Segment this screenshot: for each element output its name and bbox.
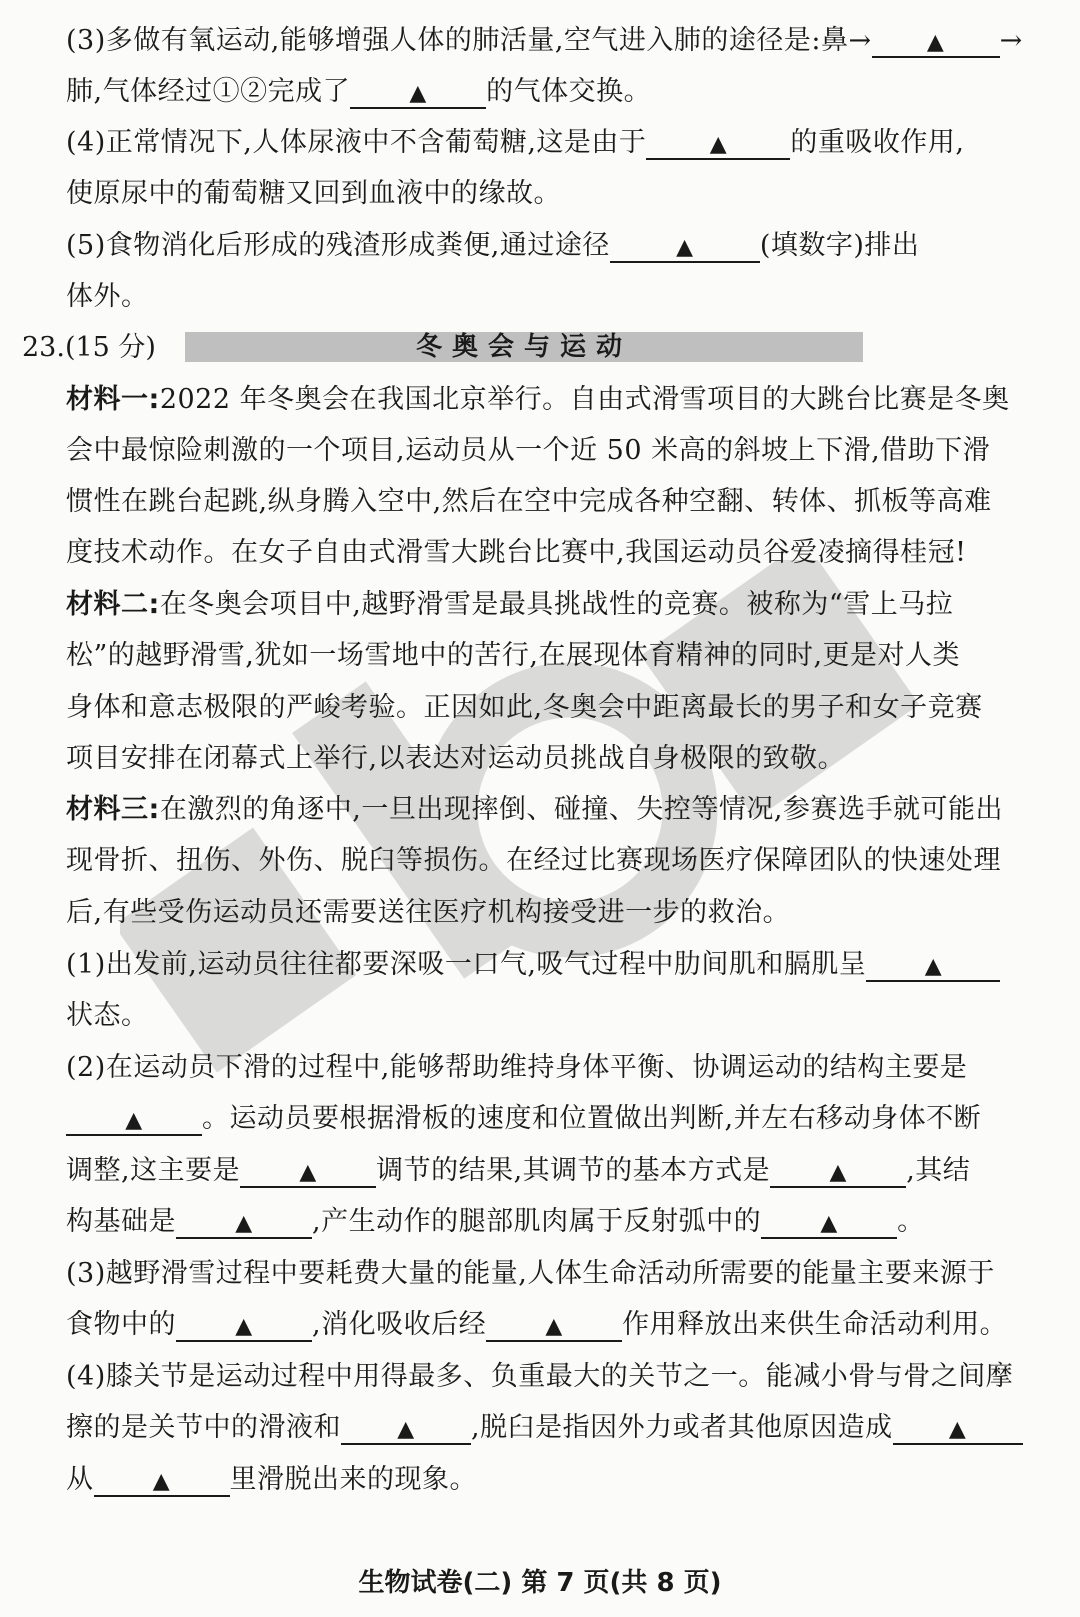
q22-item5-line1: (5)食物消化后形成的残渣形成粪便,通过途径 ▲ (填数字)排出 (66, 230, 920, 261)
material-2-label: 材料二: (66, 589, 160, 620)
material-2-line2: 松”的越野滑雪,犹如一场雪地中的苦行,在展现体育精神的同时,更是对人类 (66, 640, 961, 671)
q22-item4-line1: (4)正常情况下,人体尿液中不含葡萄糖,这是由于 ▲ 的重吸收作用, (66, 127, 965, 158)
material-3-label: 材料三: (66, 794, 160, 825)
material-3-line1: 材料三:在激烈的角逐中,一旦出现摔倒、碰撞、失控等情况,参赛选手就可能出 (66, 794, 1003, 825)
answer-blank[interactable]: ▲ (872, 26, 1000, 58)
material-1-line2: 会中最惊险刺激的一个项目,运动员从一个近 50 米高的斜坡上下滑,借助下滑 (66, 435, 991, 466)
q23-item2-line1: (2)在运动员下滑的过程中,能够帮助维持身体平衡、协调运动的结构主要是 (66, 1052, 968, 1083)
q23-title-banner: 冬奥会与运动 (185, 332, 863, 362)
q22-item5-line2: 体外。 (66, 281, 149, 312)
answer-blank[interactable]: ▲ (66, 1104, 202, 1136)
answer-blank[interactable]: ▲ (350, 77, 486, 109)
answer-blank[interactable]: ▲ (176, 1207, 312, 1239)
q22-item3-line2: 肺,气体经过①②完成了 ▲ 的气体交换。 (66, 76, 652, 107)
q23-item1-line2: 状态。 (66, 1000, 149, 1031)
q23-item4-line2: 擦的是关节中的滑液和 ▲ ,脱臼是指因外力或者其他原因造成 ▲ (66, 1410, 1026, 1446)
q23-number: 23.(15 分) (22, 332, 156, 363)
answer-blank[interactable]: ▲ (761, 1207, 897, 1239)
answer-blank[interactable]: ▲ (94, 1465, 230, 1497)
material-1-line1: 材料一:2022 年冬奥会在我国北京举行。自由式滑雪项目的大跳台比赛是冬奥 (66, 384, 1010, 415)
q23-item2-line4: 构基础是 ▲ ,产生动作的腿部肌肉属于反射弧中的 ▲ 。 (66, 1206, 925, 1237)
answer-blank[interactable]: ▲ (240, 1156, 376, 1188)
answer-blank[interactable]: ▲ (893, 1413, 1023, 1445)
q22-item4-line2: 使原尿中的葡萄糖又回到血液中的缘故。 (66, 178, 561, 209)
material-1-line3: 惯性在跳台起跳,纵身腾入空中,然后在空中完成各种空翻、转体、抓板等高难 (66, 486, 992, 517)
material-2-line3: 身体和意志极限的严峻考验。正因如此,冬奥会中距离最长的男子和女子竞赛 (66, 692, 983, 723)
answer-blank[interactable]: ▲ (610, 231, 760, 263)
material-1-line4: 度技术动作。在女子自由式滑雪大跳台比赛中,我国运动员谷爱凌摘得桂冠! (66, 537, 967, 568)
q22-item3-line1: (3)多做有氧运动,能够增强人体的肺活量,空气进入肺的途径是:鼻→ ▲ → (66, 25, 1023, 56)
q23-item1-line1: (1)出发前,运动员往往都要深吸一口气,吸气过程中肋间肌和膈肌呈 ▲ (66, 947, 1026, 983)
answer-blank[interactable]: ▲ (866, 950, 1000, 982)
answer-blank[interactable]: ▲ (486, 1310, 622, 1342)
q23-item4-line1: (4)膝关节是运动过程中用得最多、负重最大的关节之一。能减小骨与骨之间摩 (66, 1361, 1014, 1392)
material-3-line2: 现骨折、扭伤、外伤、脱臼等损伤。在经过比赛现场医疗保障团队的快速处理 (66, 845, 1001, 876)
q23-item4-line3: 从 ▲ 里滑脱出来的现象。 (66, 1464, 477, 1495)
material-1-label: 材料一: (66, 384, 160, 415)
q23-item3-line1: (3)越野滑雪过程中要耗费大量的能量,人体生命活动所需要的能量主要来源于 (66, 1258, 995, 1289)
answer-blank[interactable]: ▲ (341, 1413, 471, 1445)
material-2-line4: 项目安排在闭幕式上举行,以表达对运动员挑战自身极限的致敬。 (66, 743, 846, 774)
q23-item2-line2: ▲ 。运动员要根据滑板的速度和位置做出判断,并左右移动身体不断 (66, 1101, 1026, 1137)
q23-item2-line3: 调整,这主要是 ▲ 调节的结果,其调节的基本方式是 ▲ ,其结 (66, 1155, 971, 1186)
answer-blank[interactable]: ▲ (646, 128, 790, 160)
answer-blank[interactable]: ▲ (176, 1310, 312, 1342)
answer-blank[interactable]: ▲ (770, 1156, 906, 1188)
material-3-line3: 后,有些受伤运动员还需要送往医疗机构接受进一步的救治。 (66, 897, 791, 928)
q23-item3-line2: 食物中的 ▲ ,消化吸收后经 ▲ 作用释放出来供生命活动利用。 (66, 1309, 1008, 1340)
material-2-line1: 材料二:在冬奥会项目中,越野滑雪是最具挑战性的竞赛。被称为“雪上马拉 (66, 589, 954, 620)
page-footer: 生物试卷(二) 第 7 页(共 8 页) (358, 1568, 722, 1598)
